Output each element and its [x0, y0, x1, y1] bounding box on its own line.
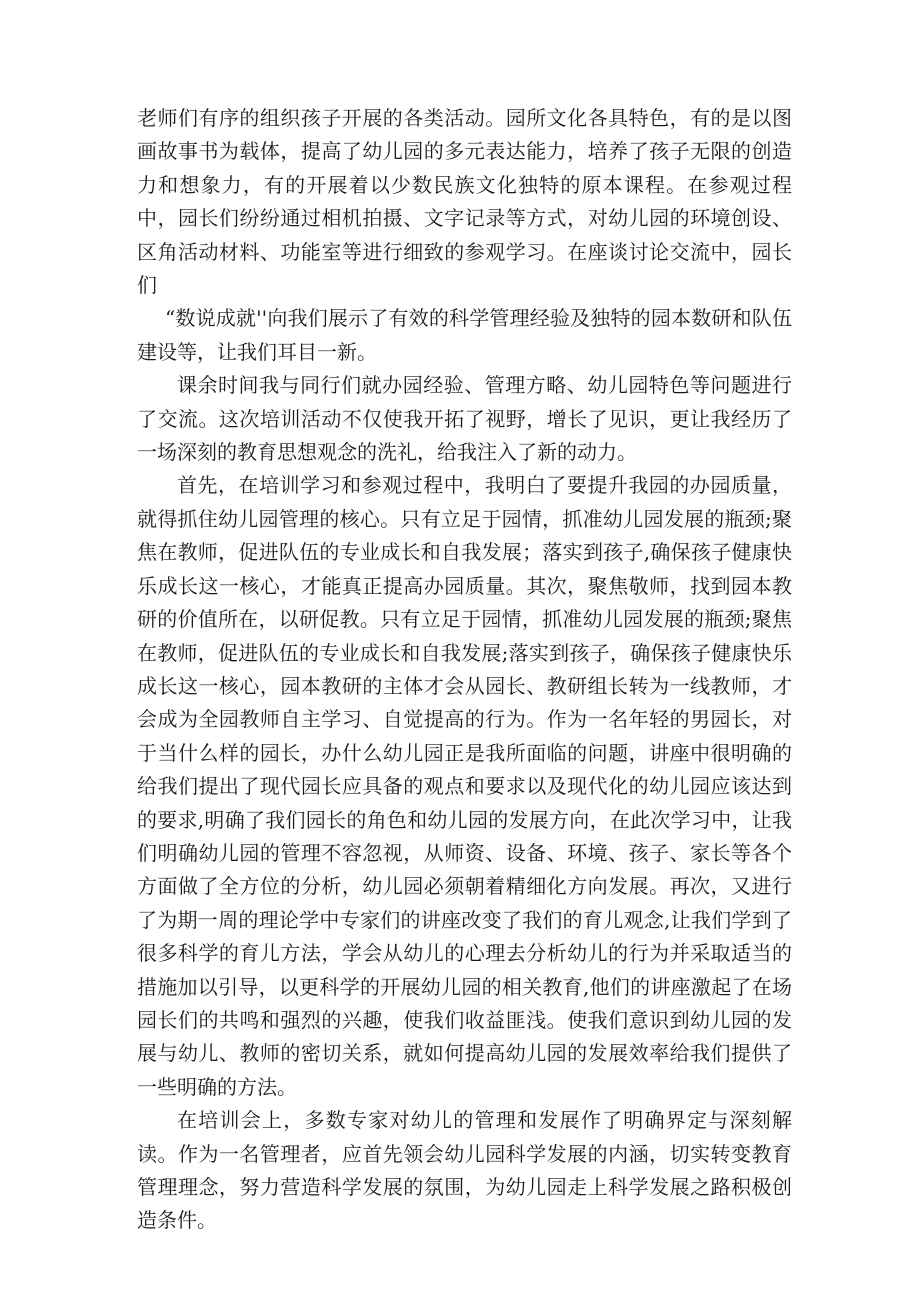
paragraph-exchange: 课余时间我与同行们就办园经验、管理方略、幼儿园特色等问题进行了交流。这次培训活动不仅使我开拓了视野，增长了见识，更让我经历了一场深刻的教育思想观念的洗礼，给我注入了新的动力。 — [137, 373, 792, 465]
paragraph-quote: “数说成就''向我们展示了有效的科学管理经验及独特的园本数研和队伍建设等，让我们耳目一新。 — [137, 306, 792, 364]
document-body — [137, 102, 792, 1238]
paragraph-continuation: 老师们有序的组织孩子开展的各类活动。园所文化各具特色，有的是以图画故事书为载体，提高了幼儿园的多元表达能力，培养了孩子无限的创造力和想象力，有的开展着以少数民族文化独特的原本课程。在参观过程中，园长们纷纷通过相机拍摄、文字记录等方式，对幼儿园的环境创设、区角活动材料、功能室等进行细致的参观学习。在座谈讨论交流中，园长们 — [137, 106, 792, 298]
paragraph-training-meeting: 在培训会上，多数专家对幼儿的管理和发展作了明确界定与深刻解读。作为一名管理者，应首先领会幼儿园科学发展的内涵，切实转变教育管理理念，努力营造科学发展的氛围，为幼儿园走上科学发展之路积极创造条件。 — [137, 1108, 792, 1233]
paragraph-first-point: 首先，在培训学习和参观过程中，我明白了要提升我园的办园质量，就得抓住幼儿园管理的核心。只有立足于园情，抓准幼儿园发展的瓶颈;聚焦在教师，促进队伍的专业成长和自我发展；落实到孩子,确保孩子健康快乐成长这一核心，才能真正提高办园质量。其次，聚焦敬师，找到园本教研的价值所在，以研促教。只有立足于园情，抓准幼儿园发展的瓶颈;聚焦在教师，促进队伍的专业成长和自我发展;落实到孩子，确保孩子健康快乐成长这一核心，园本教研的主体才会从园长、教研组长转为一线教师，才会成为全园教师自主学习、自觉提高的行为。作为一名年轻的男园长，对于当什么样的园长，办什么幼儿园正是我所面临的问题，讲座中很明确的给我们提出了现代园长应具备的观点和要求以及现代化的幼儿园应该达到的要求,明确了我们园长的角色和幼儿园的发展方向，在此次学习中，让我们明确幼儿园的管理不容忽视，从师资、设备、环境、孩子、家长等各个方面做了全方位的分析，幼儿园必须朝着精细化方向发展。再次，又进行了为期一周的理论学中专家们的讲座改变了我们的育儿观念,让我们学到了很多科学的育儿方法，学会从幼儿的心理去分析幼儿的行为并采取适当的措施加以引导，以更科学的开展幼儿园的相关教育,他们的讲座激起了在场园长们的共鸣和强烈的兴趣，使我们收益匪浅。使我们意识到幼儿园的发展与幼儿、教师的密切关系，就如何提高幼儿园的发展效率给我们提供了一些明确的方法。 — [137, 473, 792, 1099]
